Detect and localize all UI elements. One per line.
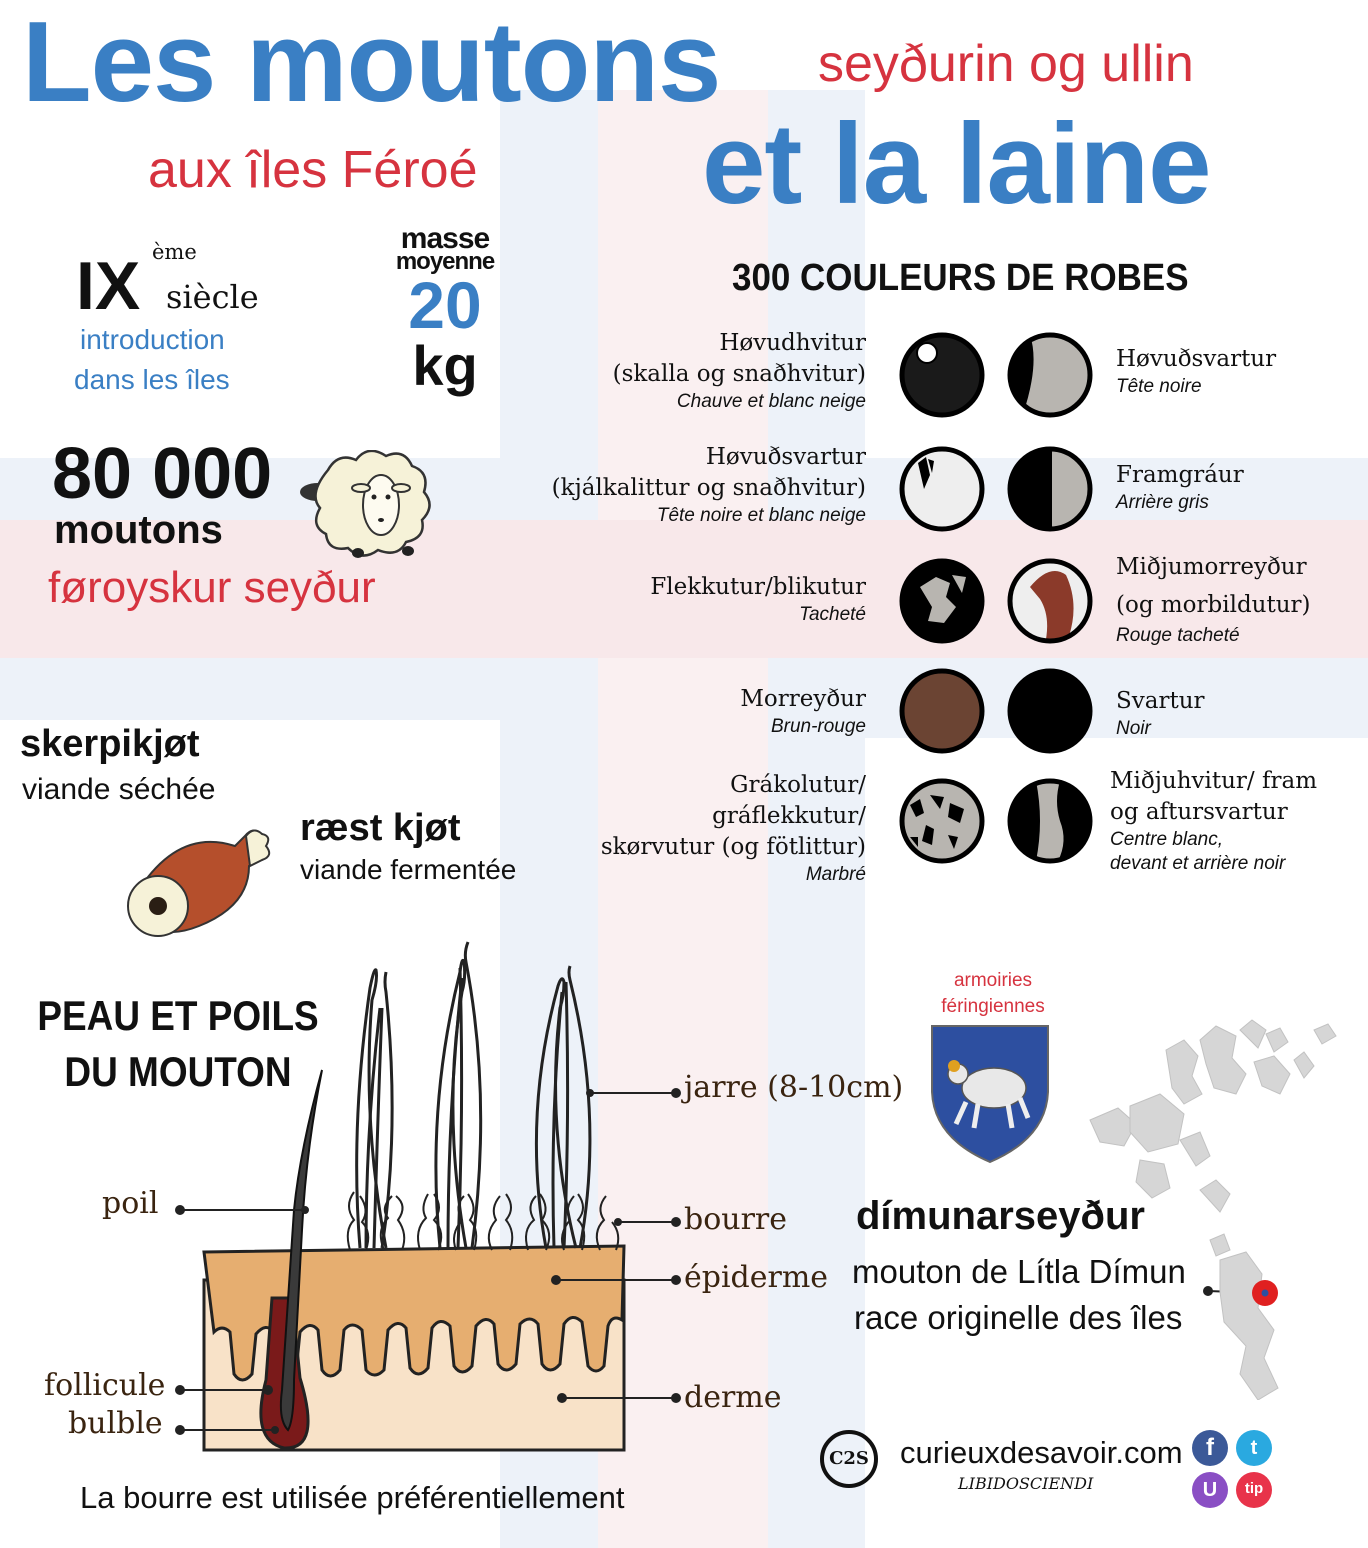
arms-label-2: féringiennes: [941, 996, 1045, 1017]
label-bourre: bourre: [684, 1202, 788, 1237]
color-left-4: Morreyður Brun-rouge: [740, 686, 866, 737]
color-right-3: Miðjumorreyður (og morbildutur) Rouge tacheté: [1116, 554, 1311, 646]
coat-of-arms: [928, 1022, 1052, 1164]
color-left-5: Grákolutur/ gráflekkutur/ skørvutur (og fötlittur) Marbré: [600, 772, 866, 885]
colors-heading: 300 COULEURS DE ROBES: [732, 257, 1189, 299]
color-right-1: Høvuðsvartur Tête noire: [1116, 346, 1277, 397]
arms-label-1: armoiries: [953, 970, 1033, 991]
footer-tagline: LIBIDOSCIENDI: [958, 1474, 1094, 1493]
dimun-name: dímunarseyður: [856, 1194, 1145, 1238]
facebook-icon[interactable]: f: [1192, 1430, 1228, 1466]
intro-line1: introduction: [80, 324, 225, 355]
tip-icon[interactable]: tip: [1236, 1472, 1272, 1508]
color-left-3: Flekkutur/blikutur Tacheté: [650, 574, 866, 625]
title-main-1: Les moutons: [22, 0, 721, 126]
color-right-2: Framgráur Arrière gris: [1116, 462, 1244, 513]
title-sub-faroese: seyðurin og ullin: [818, 35, 1194, 93]
label-jarre: jarre (8-10cm): [684, 1070, 904, 1105]
title-sub-place: aux îles Féroé: [148, 141, 478, 199]
mass-unit: kg: [412, 334, 478, 397]
color-right-4: Svartur Noir: [1116, 688, 1205, 739]
skin-caption: La bourre est utilisée préférentiellement: [80, 1480, 625, 1515]
color-left-2: Høvuðsvartur (kjálkalittur og snaðhvitur) Tête noire et blanc neige: [551, 444, 866, 526]
twitter-icon[interactable]: t: [1236, 1430, 1272, 1466]
dimun-line2: race originelle des îles: [854, 1299, 1183, 1336]
label-derme: derme: [684, 1380, 782, 1415]
meat-fermented-desc: viande fermentée: [300, 854, 517, 885]
population-count: 80 000: [52, 434, 273, 514]
intro-line2: dans les îles: [74, 364, 230, 395]
meat-dried-name: skerpikjøt: [20, 723, 200, 765]
skin-heading-line2: DU MOUTON: [64, 1048, 292, 1095]
utopian-icon[interactable]: U: [1192, 1472, 1228, 1508]
footer-site[interactable]: curieuxdesavoir.com: [900, 1435, 1183, 1470]
intro-century: siècle: [166, 278, 259, 316]
label-follicule: follicule: [44, 1368, 166, 1403]
color-right-5: Miðjuhvitur/ fram og aftursvartur Centre blanc, devant et arrière noir: [1110, 768, 1317, 874]
population-breed: føroyskur seyður: [48, 563, 376, 612]
label-poil: poil: [102, 1186, 159, 1221]
dimun-line1: mouton de Lítla Dímun: [852, 1253, 1186, 1290]
label-epiderme: épiderme: [684, 1260, 829, 1295]
label-bulble: bulble: [68, 1406, 163, 1441]
mass-label1: masse: [400, 222, 490, 255]
c2s-logo: [820, 1430, 878, 1488]
intro-sup: ème: [152, 240, 197, 264]
skin-heading-line1: PEAU ET POILS: [37, 992, 319, 1039]
mass-label2: moyenne: [395, 248, 495, 275]
meat-fermented-name: ræst kjøt: [300, 807, 461, 849]
color-left-1: Høvudhvitur (skalla og snaðhvitur) Chauve et blanc neige: [612, 330, 866, 412]
c2s-logo-text: C2S: [829, 1448, 869, 1469]
intro-roman: IX: [76, 248, 141, 324]
population-label: moutons: [54, 508, 223, 552]
mass-value: 20: [408, 268, 482, 342]
meat-dried-desc: viande séchée: [22, 773, 216, 806]
title-main-2: et la laine: [702, 101, 1211, 228]
